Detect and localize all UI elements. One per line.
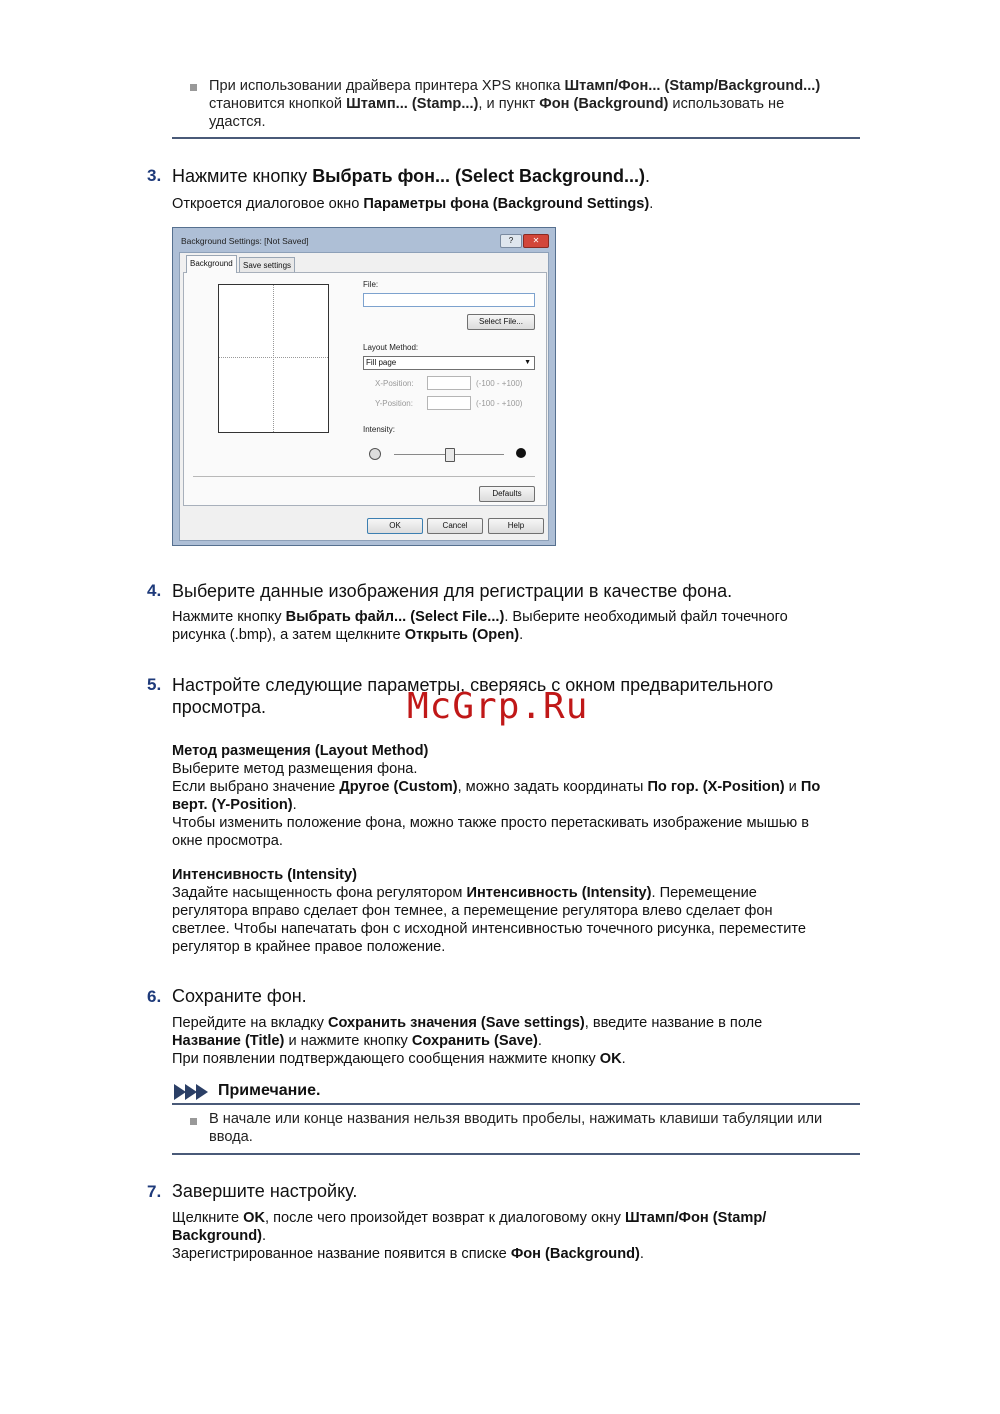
bullet-square-icon: [190, 84, 197, 91]
close-title-button[interactable]: ✕: [523, 234, 549, 248]
layout-method-section: Метод размещения (Layout Method) Выберите метод размещения фона. Если выбрано значение Другое (Custom), можно задать координаты По гор. (X-Position) и По верт. (Y-Position). Чтобы изменить положение фона, можно также просто перетаскивать изображение мышью в окне просмотра.: [172, 743, 821, 849]
dialog-separator: [193, 476, 535, 477]
help-button[interactable]: Help: [488, 518, 544, 534]
x-range-label: (-100 - +100): [476, 379, 523, 388]
layout-method-select[interactable]: Fill page ▼: [363, 356, 535, 370]
step-6-number: 6.: [147, 987, 162, 1006]
help-title-button[interactable]: ?: [500, 234, 522, 248]
note-box: [172, 1103, 860, 1155]
step-7-number: 7.: [147, 1182, 162, 1201]
step-6-title: Сохраните фон.: [172, 986, 307, 1006]
x-position-label: X-Position:: [375, 379, 414, 388]
intensity-section: Интенсивность (Intensity) Задайте насыщенность фона регулятором Интенсивность (Intensity). Перемещение регулятора вправо сделает фон темнее, а перемещение регулятора влево сделает фон светлее. Чтобы напечатать фон с исходной интенсивностью точечного рисунка, переместите регулятор в крайнее правое положение.: [172, 867, 807, 955]
y-position-label: Y-Position:: [375, 399, 413, 408]
step-7-text: Щелкните OK, после чего произойдет возврат к диалоговому окну Штамп/Фон (Stamp/ Background). Зарегистрированное название появится в списке Фон (Background).: [172, 1210, 767, 1262]
step-4-title: Выберите данные изображения для регистрации в качестве фона.: [172, 581, 733, 601]
note-heading: [172, 1081, 860, 1103]
step-3-title: Нажмите кнопку Выбрать фон... (Select Background...).: [172, 166, 651, 186]
step-6-text: Перейдите на вкладку Сохранить значения (Save settings), введите название в поле Название (Title) и нажмите кнопку Сохранить (Save). При появлении подтверждающего сообщения нажмите кнопку OK.: [172, 1015, 763, 1067]
defaults-button[interactable]: Defaults: [479, 486, 535, 502]
top-note-box: [172, 70, 860, 139]
bullet-square-icon: [190, 1118, 197, 1125]
note-text: В начале или конце названия нельзя вводить пробелы, нажимать клавиши табуляции или ввода.: [209, 1111, 823, 1145]
step-4-number: 4.: [147, 581, 162, 600]
top-note-text: При использовании драйвера принтера XPS кнопка Штамп/Фон... (Stamp/Background...) становится кнопкой Штамп... (Stamp...), и пункт Фон (Background) использовать не удастся.: [209, 78, 821, 130]
x-position-input[interactable]: [427, 376, 471, 390]
light-circle-icon: [369, 448, 381, 460]
chevron-down-icon: ▼: [524, 359, 531, 366]
file-label: File:: [363, 280, 379, 289]
step-7-title: Завершите настройку.: [172, 1181, 358, 1201]
dialog-title: Background Settings: [Not Saved]: [181, 236, 309, 246]
chevron-right-icon: [196, 1084, 208, 1100]
watermark: McGrp.Ru: [407, 686, 589, 727]
file-input[interactable]: [363, 293, 535, 307]
step-4-text: Нажмите кнопку Выбрать файл... (Select File...). Выберите необходимый файл точечного рисунка (.bmp), а затем щелкните Открыть (Open).: [172, 609, 788, 643]
dark-circle-icon: [516, 448, 526, 458]
tab-background[interactable]: Background: [186, 255, 237, 273]
step-5-title: Настройте следующие параметры, сверяясь с окном предварительного просмотра.: [172, 675, 774, 717]
y-range-label: (-100 - +100): [476, 399, 523, 408]
step-5-number: 5.: [147, 675, 162, 694]
background-settings-dialog: [172, 227, 556, 546]
intensity-label: Intensity:: [363, 425, 396, 434]
step-3-text: Откроется диалоговое окно Параметры фона (Background Settings).: [172, 196, 654, 212]
ok-button[interactable]: OK: [367, 518, 423, 534]
select-file-button[interactable]: Select File...: [467, 314, 535, 330]
step-3-number: 3.: [147, 166, 162, 185]
cancel-button[interactable]: Cancel: [427, 518, 483, 534]
layout-method-label: Layout Method:: [363, 343, 419, 352]
y-position-input[interactable]: [427, 396, 471, 410]
preview-area[interactable]: [218, 284, 329, 433]
tab-save-settings[interactable]: Save settings: [239, 257, 295, 273]
note-title: Примечание.: [218, 1082, 321, 1099]
intensity-slider-thumb[interactable]: [445, 448, 455, 462]
